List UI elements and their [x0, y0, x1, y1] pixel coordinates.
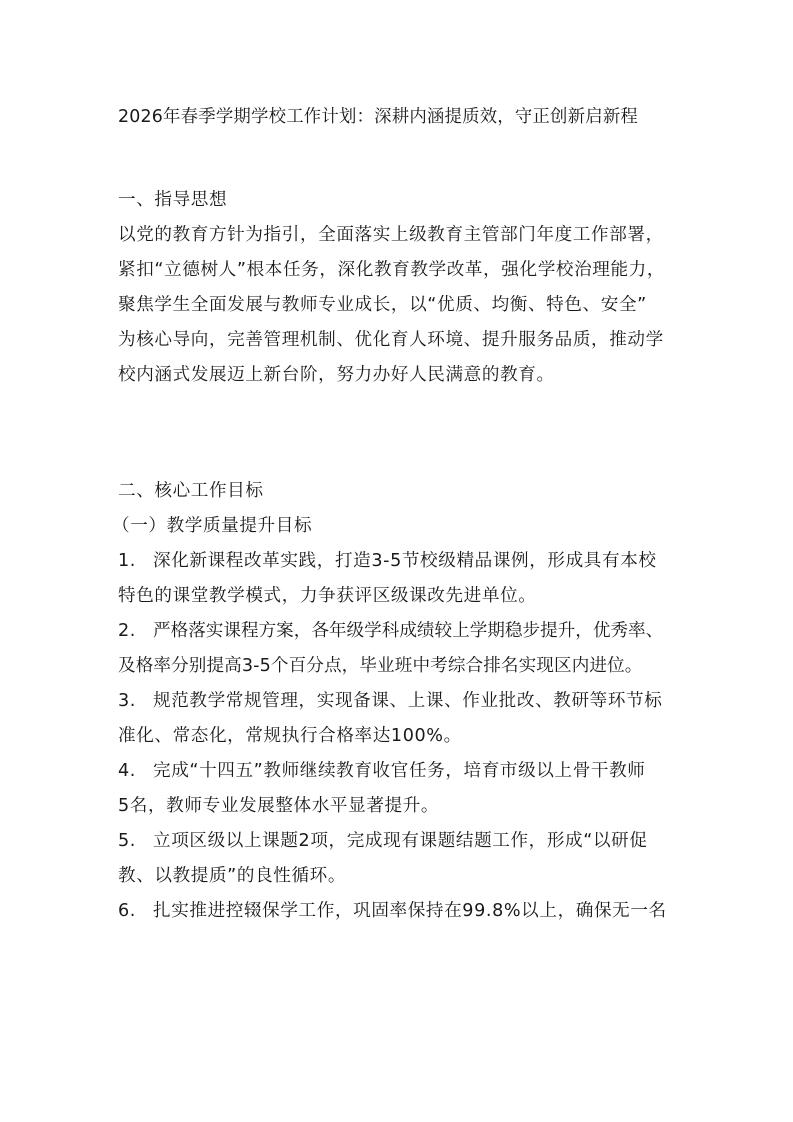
list-item-continuation: 及格率分别提高3-5个百分点，毕业班中考综合排名实现区内进位。 [118, 656, 643, 676]
list-item-2 [118, 620, 678, 642]
list-item-text: 扎实推进控辍保学工作，巩固率保持在99.8%以上，确保无一名 [153, 901, 667, 921]
section-heading-guiding-ideology: 一、指导思想 [118, 190, 228, 210]
document-title: 2026年春季学期学校工作计划：深耕内涵提质效，守正创新启新程 [118, 107, 639, 127]
list-number: 4. [118, 761, 136, 781]
list-item-5 [118, 830, 678, 852]
list-number: 3. [118, 691, 136, 711]
list-item-continuation: 教、以教提质”的良性循环。 [118, 866, 347, 886]
section-heading-core-goals: 二、核心工作目标 [118, 481, 264, 501]
paragraph-line: 紧扣“立德树人”根本任务，深化教育教学改革，强化学校治理能力， [118, 260, 666, 280]
list-number: 1. [118, 551, 136, 571]
paragraph-line: 聚焦学生全面发展与教师专业成长，以“优质、均衡、特色、安全” [118, 295, 647, 315]
list-item-text: 立项区级以上课题2项，完成现有课题结题工作，形成“以研促 [153, 831, 648, 851]
list-number: 6. [118, 901, 136, 921]
list-number: 5. [118, 831, 136, 851]
list-item-text: 规范教学常规管理，实现备课、上课、作业批改、教研等环节标 [153, 691, 663, 711]
list-number: 2. [118, 621, 136, 641]
list-item-4 [118, 760, 678, 782]
list-item-3 [118, 690, 678, 712]
paragraph-line: 以党的教育方针为指引，全面落实上级教育主管部门年度工作部署， [118, 225, 664, 245]
subsection-heading-teaching-quality: （一）教学质量提升目标 [112, 516, 313, 536]
list-item-text: 完成“十四五”教师继续教育收官任务，培育市级以上骨干教师 [153, 761, 646, 781]
list-item-continuation: 准化、常态化，常规执行合格率达100%。 [118, 726, 462, 746]
list-item-text: 严格落实课程方案，各年级学科成绩较上学期稳步提升，优秀率、 [153, 621, 664, 641]
list-item-6 [118, 900, 678, 922]
list-item-continuation: 特色的课堂教学模式，力争获评区级课改先进单位。 [118, 586, 537, 606]
paragraph-line: 为核心导向，完善管理机制、优化育人环境、提升服务品质，推动学 [118, 330, 664, 350]
list-item-text: 深化新课程改革实践，打造3-5节校级精品课例，形成具有本校 [153, 551, 657, 571]
list-item-1 [118, 550, 678, 572]
paragraph-line: 校内涵式发展迈上新台阶，努力办好人民满意的教育。 [118, 365, 555, 385]
list-item-continuation: 5名，教师专业发展整体水平显著提升。 [118, 796, 440, 816]
